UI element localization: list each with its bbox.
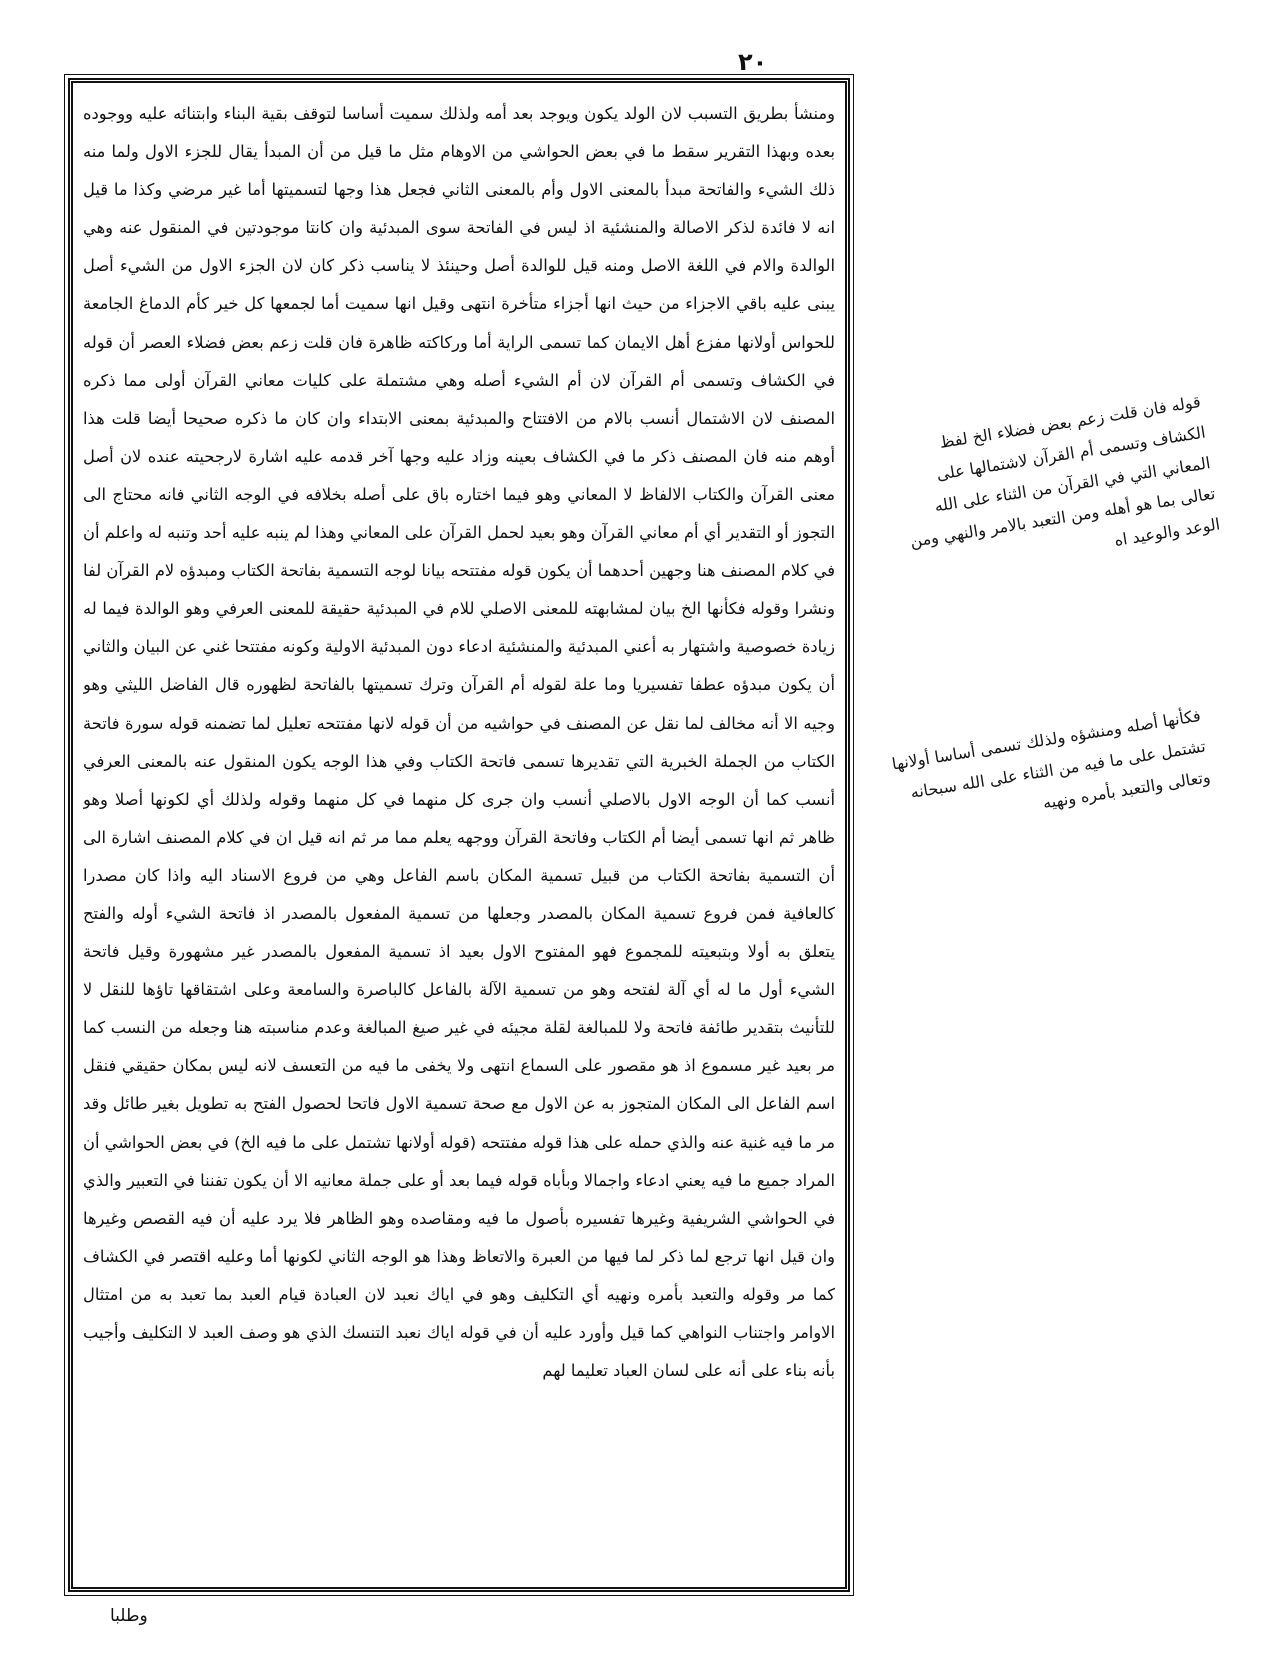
main-text-body bbox=[83, 95, 835, 1579]
margin-note-2: فكأنها أصله ومنشؤه ولذلك تسمى أساسا أولانها تشتمل على ما فيه من الثناء على الله سبحانه وتعالى والتعبد بأمره ونهيه bbox=[890, 705, 1212, 813]
margin-note-1: قوله فان قلت زعم بعض فضلاء الخ لفظ الكشاف وتسمى أم القرآن لاشتمالها على المعاني التي في القرآن من الثناء على الله تعالى بما هو أهله ومن التعبد بالامر والنهي ومن الوعد والوعيد اه bbox=[908, 391, 1222, 551]
main-text-paragraph: ومنشأ بطريق التسبب لان الولد يكون ويوجد بعد أمه ولذلك سميت أساسا لتوقف بقية البناء وابتنائه عليه ووجوده بعده وبهذا التقرير سقط ما في بعض الحواشي من الاوهام مثل ما قيل من أن المبدأ يقال للجزء الاول ولما منه ذلك الشيء والفاتحة مبدأ بالمعنى الاول وأم بالمعنى الثاني فجعل هذا وجها لتسميتها أما غير مرضي وكذا ما قيل انه لا فائدة لذكر الاصالة والمنشئية اذ ليس في الفاتحة سوى المبدئية وان كانتا موجودتين في المنقول عنه وهي الوالدة والام في اللغة الاصل ومنه قيل للوالدة أصل وحينئذ لا يناسب ذكر كان لان الجزء الاول من الشيء أصل يبنى عليه باقي الاجزاء من حيث انها أجزاء متأخرة انتهى وقيل انها سميت أما لجمعها كل خير كأم الدماغ الجامعة للحواس أولانها مفزع أهل الايمان كما تسمى الراية أما وركاكته ظاهرة فان قلت زعم بعض فضلاء العصر أن قوله في الكشاف وتسمى أم القرآن لان أم الشيء أصله وهي مشتملة على كليات معاني القرآن أولى مما ذكره المصنف لان الاشتمال أنسب بالام من الافتتاح والمبدئية بمعنى الابتداء وان كان ما ذكره صحيحا أيضا قلت هذا أوهم منه فان المصنف ذكر ما في الكشاف بعينه وزاد عليه وجها آخر قدمه عليه اشارة لارجحيته عنده لان أصل معنى القرآن والكتاب الالفاظ لا المعاني وهو فيما اختاره باق على أصله بخلافه في الوجه الثاني فانه محتاج الى التجوز أو التقدير أي أم معاني القرآن وهو بعيد لحمل القرآن على المعاني وهذا لم ينبه عليه أحد وتنبه له واعلم أن في كلام المصنف هنا وجهين أحدهما أن يكون قوله مفتتحه بيانا لوجه التسمية بفاتحة الكتاب ومبدؤه لام القرآن لفا ونشرا وقوله فكأنها الخ بيان لمشابهته للمعنى الاصلي للام في المبدئية حقيقة للمعنى العرفي وهو الوالدة فيما له زيادة خصوصية واشتهار به أعني المبدئية والمنشئية ادعاء دون المبدئية الاولية وكونه مفتتحا غني عن البيان والثاني أن يكون مبدؤه عطفا تفسيريا وما علة لقوله أم القرآن وترك تسميتها بالفاتحة لظهوره قال الفاضل الليثي وهو وجيه الا أنه مخالف لما نقل عن المصنف في حواشيه من أن قوله لانها مفتتحه تعليل لما تضمنه قوله سورة فاتحة الكتاب من الجملة الخبرية التي تقديرها تسمى فاتحة الكتاب وفي هذا الوجه يكون المنقول عنه بالمعنى العرفي أنسب كما أن الوجه الاول بالاصلي أنسب وان جرى كل منهما في كل منهما وقوله ولذلك أي لكونها أصلا وهو ظاهر ثم انها تسمى أيضا أم الكتاب وفاتحة القرآن ووجهه يعلم مما مر ثم انه قيل ان في كلام المصنف اشارة الى أن التسمية بفاتحة الكتاب من قبيل تسمية المكان باسم الفاعل وهي من فروع الاسناد اليه واذا كان مصدرا كالعافية فمن فروع تسمية المكان بالمصدر وجعلها من تسمية المفعول بالمصدر اذ فاتحة الشيء أوله والفتح يتعلق به أولا وبتبعيته للمجموع فهو المفتوح الاول بعيد اذ تسمية المفعول بالمصدر غير مشهورة وقيل فاتحة الشيء أول ما له أي آلة لفتحه وهو من تسمية الآلة بالفاعل كالباصرة والسامعة وعلى اشتقاقها تاؤها للنقل لا للتأنيث بتقدير طائفة فاتحة ولا للمبالغة لقلة مجيئه في غير صيغ المبالغة وعدم مناسبته هنا وجعله من النسب كما مر بعيد غير مسموع اذ هو مقصور على السماع انتهى ولا يخفى ما فيه من التعسف لانه ليس بمكان حقيقي فنقل اسم الفاعل الى المكان المتجوز به عن الاول مع صحة تسمية الاول فاتحا لحصول الفتح به تطويل بغير طائل وقد مر ما فيه غنية عنه والذي حمله على هذا قوله مفتتحه (قوله أولانها تشتمل على ما فيه الخ) في بعض الحواشي أن المراد جميع ما فيه يعني ادعاء واجمالا وبأباه قوله فيما بعد أو على جملة معانيه الا أن يكون تفننا في التعبير والذي في الحواشي الشريفية وغيرها تفسيره بأصول ما فيه ومقاصده وهو الظاهر فلا يرد عليه أن فيه القصص وغيرها وان قيل انها ترجع لما ذكر لما فيها من العبرة والاتعاظ وهذا هو الوجه الثاني لكونها أما وعليه اقتصر في الكشاف كما مر وقوله والتعبد بأمره ونهيه أي التكليف وهو في اياك نعبد لان العبادة قيام العبد بما تعبد به من امتثال الاوامر واجتناب النواهي كما قيل وأورد عليه أن في قوله اياك نعبد التنسك الذي هو وصف العبد لا التكليف وأجيب بأنه بناء على أنه على لسان العباد تعليما لهم bbox=[83, 104, 835, 1381]
catchword: وطلبا bbox=[110, 1606, 148, 1626]
page-number: ٢٠ bbox=[738, 48, 768, 76]
main-text-frame bbox=[68, 78, 850, 1592]
